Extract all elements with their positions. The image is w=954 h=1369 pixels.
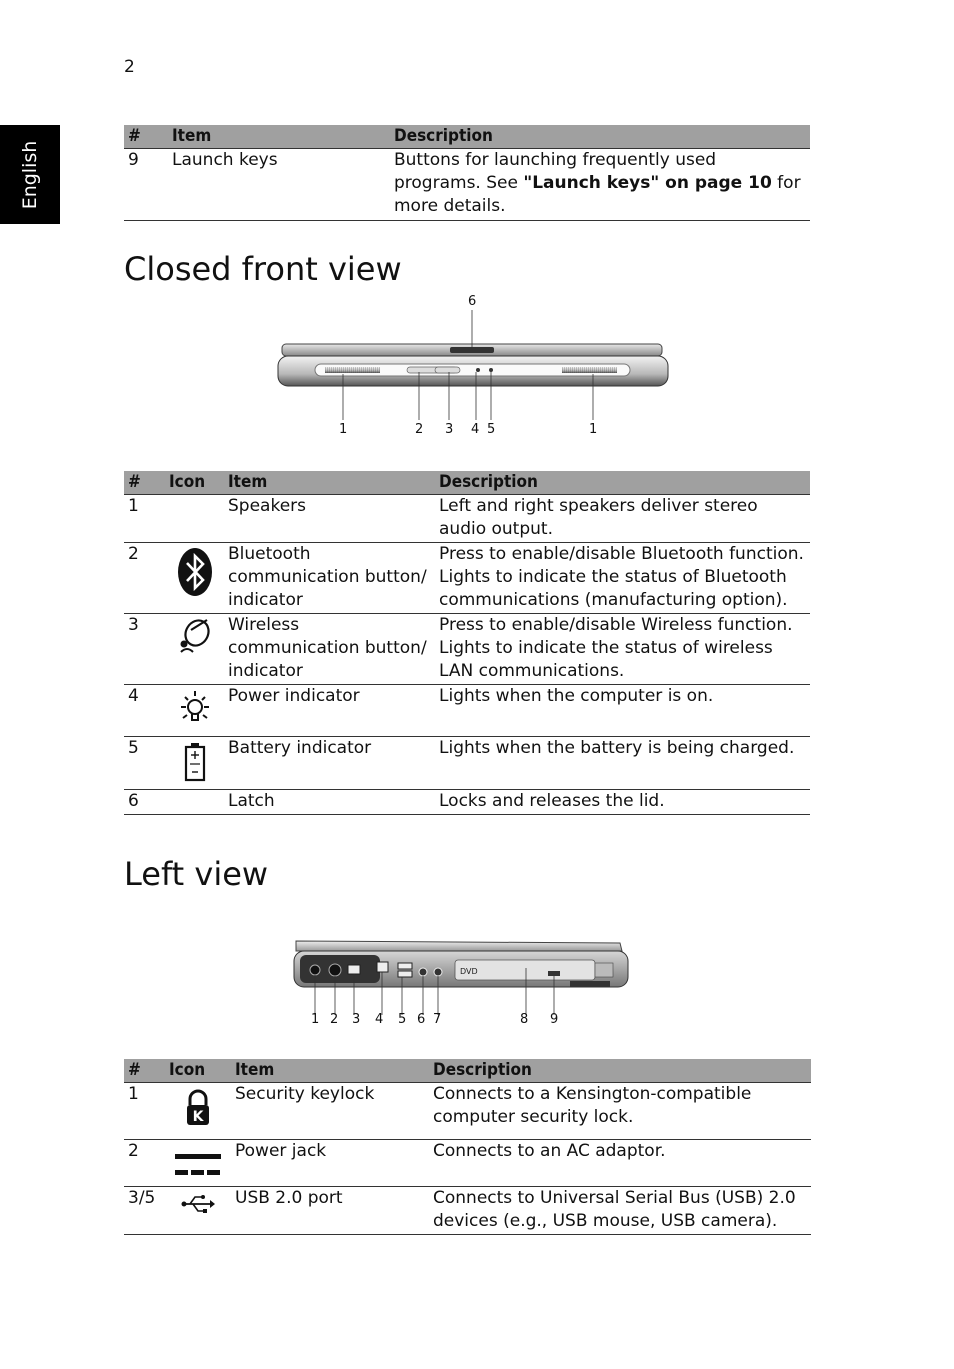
- row-number: 6: [124, 790, 165, 815]
- row-icon: [165, 543, 224, 614]
- table-row: [124, 1083, 811, 1140]
- language-label: English: [19, 140, 41, 209]
- svg-text:K: K: [192, 1109, 204, 1125]
- left-view-table: [124, 1059, 811, 1235]
- section-title-closed-front: Closed front view: [124, 250, 402, 288]
- row-description: Connects to Universal Serial Bus (USB) 2.0 devices (e.g., USB mouse, USB camera).: [429, 1187, 811, 1235]
- launch-keys-link[interactable]: "Launch keys" on page 10: [523, 173, 772, 193]
- power-indicator-icon: [177, 689, 213, 729]
- wireless-icon: [177, 618, 213, 654]
- callout-label: 9: [550, 1012, 559, 1027]
- row-number: 4: [124, 685, 165, 737]
- row-item: Power indicator: [224, 685, 435, 737]
- row-description: Locks and releases the lid.: [435, 790, 810, 815]
- svg-text:DVD: DVD: [460, 967, 478, 976]
- row-icon: [165, 614, 224, 685]
- row-item: Launch keys: [168, 149, 390, 221]
- dc-power-icon: [173, 1144, 223, 1178]
- callout-label: 4: [375, 1012, 384, 1027]
- row-number: 9: [124, 149, 168, 221]
- row-number: 3: [124, 614, 165, 685]
- callout-label: 3: [445, 422, 454, 437]
- laptop-front-illustration: [270, 292, 680, 442]
- table-row: [124, 737, 810, 790]
- callout-label: 5: [487, 422, 496, 437]
- closed-front-table: [124, 471, 810, 815]
- row-item: Power jack: [231, 1140, 429, 1187]
- table-row: [124, 1187, 811, 1235]
- row-description: Connects to a Kensington-compatible computer security lock.: [429, 1083, 811, 1140]
- laptop-left-illustration: [290, 935, 635, 1035]
- col-header-number: #: [124, 1059, 165, 1083]
- row-description: Press to enable/disable Wireless function. Lights to indicate the status of wireless LAN communications.: [435, 614, 810, 685]
- row-number: 1: [124, 495, 165, 543]
- row-icon: [165, 1083, 231, 1140]
- col-header-description: Description: [390, 125, 810, 149]
- left-view-figure: [290, 935, 635, 1035]
- row-icon: [165, 685, 224, 737]
- row-item: Bluetooth communication button/ indicator: [224, 543, 435, 614]
- row-number: 3/5: [124, 1187, 165, 1235]
- row-description: [390, 149, 810, 221]
- row-number: 2: [124, 1140, 165, 1187]
- row-description: Press to enable/disable Bluetooth function. Lights to indicate the status of Bluetooth communications (manufacturing option).: [435, 543, 810, 614]
- row-number: 2: [124, 543, 165, 614]
- col-header-number: #: [124, 125, 168, 149]
- callout-label: 6: [417, 1012, 426, 1027]
- table-row: [124, 149, 810, 221]
- row-number: 1: [124, 1083, 165, 1140]
- table-row: [124, 1140, 811, 1187]
- row-item: Security keylock: [231, 1083, 429, 1140]
- row-item: Latch: [224, 790, 435, 815]
- closed-front-figure: [270, 292, 680, 442]
- col-header-icon: Icon: [165, 471, 224, 495]
- language-side-tab: [0, 125, 60, 224]
- col-header-item: Item: [168, 125, 390, 149]
- col-header-icon: Icon: [165, 1059, 231, 1083]
- row-description: Connects to an AC adaptor.: [429, 1140, 811, 1187]
- description-text: for more details.: [394, 173, 801, 216]
- callout-label: 4: [471, 422, 480, 437]
- row-icon: [165, 495, 224, 543]
- row-icon: [165, 1140, 231, 1187]
- row-description: Lights when the battery is being charged.: [435, 737, 810, 790]
- description-text: Buttons for launching frequently used programs. See: [394, 150, 717, 193]
- row-item: Wireless communication button/ indicator: [224, 614, 435, 685]
- row-icon: [165, 737, 224, 790]
- col-header-description: Description: [435, 471, 810, 495]
- callout-label: 1: [589, 422, 598, 437]
- row-number: 5: [124, 737, 165, 790]
- row-item: Speakers: [224, 495, 435, 543]
- row-icon: [165, 1187, 231, 1235]
- callout-label: 3: [352, 1012, 361, 1027]
- table-row: [124, 495, 810, 543]
- row-item: USB 2.0 port: [231, 1187, 429, 1235]
- bluetooth-icon: [177, 547, 213, 597]
- page-number: 2: [124, 57, 135, 77]
- callout-label: 2: [415, 422, 424, 437]
- row-description: Lights when the computer is on.: [435, 685, 810, 737]
- callout-label: 1: [339, 422, 348, 437]
- callout-label: 1: [311, 1012, 320, 1027]
- table-row: [124, 543, 810, 614]
- table-row: [124, 790, 810, 815]
- table-row: [124, 685, 810, 737]
- callout-label: 8: [520, 1012, 529, 1027]
- usb-icon: [180, 1191, 216, 1217]
- kensington-lock-icon: [180, 1087, 216, 1127]
- col-header-number: #: [124, 471, 165, 495]
- col-header-description: Description: [429, 1059, 811, 1083]
- col-header-item: Item: [224, 471, 435, 495]
- battery-icon: [177, 741, 213, 783]
- section-title-left-view: Left view: [124, 855, 269, 893]
- callout-label: 2: [330, 1012, 339, 1027]
- callout-label: 6: [468, 294, 477, 309]
- callout-label: 5: [398, 1012, 407, 1027]
- row-description: Left and right speakers deliver stereo audio output.: [435, 495, 810, 543]
- launch-keys-table: [124, 125, 810, 221]
- row-item: Battery indicator: [224, 737, 435, 790]
- col-header-item: Item: [231, 1059, 429, 1083]
- row-icon: [165, 790, 224, 815]
- callout-label: 7: [433, 1012, 442, 1027]
- table-row: [124, 614, 810, 685]
